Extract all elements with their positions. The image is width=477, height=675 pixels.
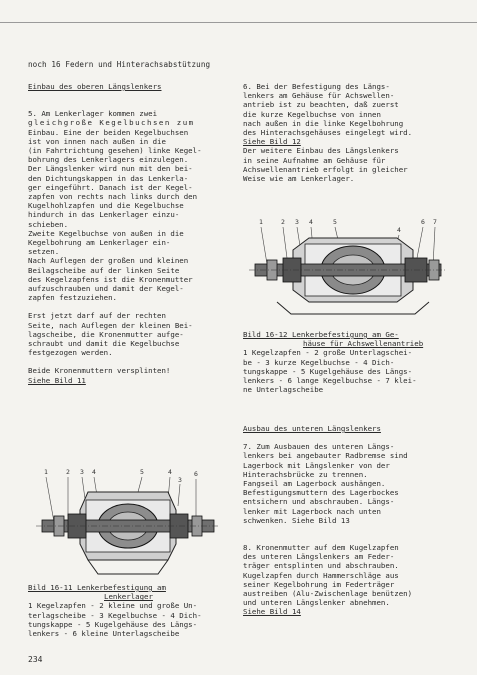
- text-line: des Kegelzapfens ist die Kronenmutter: [28, 274, 193, 284]
- text-line: schieben.: [28, 219, 69, 229]
- right-column: [243, 82, 458, 183]
- caption-title-line: Lenkerlager: [104, 592, 153, 602]
- text-line: Fangseil am Lagerbock aushängen.: [243, 479, 386, 489]
- text-line: Kugelhohlzapfen und die Kegelbuchse: [28, 201, 184, 211]
- text-line: Beilagscheibe auf der linken Seite: [28, 265, 180, 275]
- text-line: Kegelbohrung am Lenkerlager ein-: [28, 238, 171, 248]
- caption-line: tungskappe - 5 Kugelgehäuse des Längs-: [243, 366, 413, 376]
- caption-line: lenkers - 6 kleine Unterlagscheibe: [28, 629, 180, 639]
- text-line: antrieb ist zu beachten, daß zuerst: [243, 100, 399, 110]
- text-line: ist von innen nach außen in die: [28, 136, 166, 146]
- paragraph-8: [243, 543, 412, 617]
- left-column: [28, 82, 233, 385]
- text-line: den Dichtungskappen in das Lenkerla-: [28, 173, 189, 183]
- caption-line: terlagscheibe - 3 Kegelbuchse - 4 Dich-: [28, 610, 202, 620]
- page-header: noch 16 Federn und Hinterachsabstützung: [28, 60, 211, 69]
- text-line: Weise wie am Lenkerlager.: [243, 174, 355, 184]
- bearing-drawing-11: [28, 462, 228, 582]
- figure-reference-11: Siehe Bild 11: [28, 375, 86, 385]
- section-heading-ausbau: Ausbau des unteren Längslenkers: [243, 424, 381, 433]
- fig-label: 1: [44, 468, 48, 476]
- fig-label: 6: [421, 218, 425, 226]
- fig-label: 4: [309, 218, 313, 226]
- text-line: austreiben (Alu-Zwischenlage benützen): [243, 589, 413, 599]
- text-line: seiner Kegelbohrung im Federträger: [243, 579, 395, 589]
- figure-reference-12: Siehe Bild 12: [243, 137, 301, 147]
- text-line: lenkers bei angebauter Radbremse sind: [243, 451, 408, 461]
- caption-line: tungskappe - 5 Kugelgehäuse des Längs-: [28, 619, 198, 629]
- text-line: Lagerbock mit Längslenker von der: [243, 460, 390, 470]
- fig-label: 6: [194, 470, 198, 478]
- text-line: setzen.: [28, 247, 60, 257]
- fig-label: 5: [140, 468, 144, 476]
- text-line: Erst jetzt darf auf der rechten: [28, 311, 166, 321]
- paragraph-erst-jetzt: [28, 311, 233, 357]
- paragraph-versplinten: [28, 366, 233, 384]
- text-line: bohrung des Lenkerlagers einzulegen.: [28, 155, 189, 165]
- caption-line: 1 Kegelzapfen - 2 kleine und große Un-: [28, 601, 198, 611]
- fig-label: 3: [80, 468, 84, 476]
- text-line: Einbau. Eine der beiden Kegelbuchsen: [28, 127, 189, 137]
- caption-line: 1 Kegelzapfen - 2 große Unterlagschei-: [243, 348, 413, 358]
- fig-label: 7: [433, 218, 437, 226]
- text-line: 7. Zum Ausbauen des unteren Längs-: [243, 442, 395, 452]
- text-line: des Hinterachsgehäuses eingelegt wird.: [243, 128, 413, 138]
- fig-label: 2: [66, 468, 70, 476]
- fig-label: 3: [295, 218, 299, 226]
- text-line: lagscheibe, die Kronenmutter aufge-: [28, 329, 184, 339]
- text-line: Hinterachsbrücke zu trennen.: [243, 469, 368, 479]
- paragraph-7: [243, 442, 412, 525]
- text-line: lenkers am Gehäuse für Achswellen-: [243, 91, 395, 101]
- text-line: hindurch in das Lenkerlager einzu-: [28, 210, 180, 220]
- fig-label: 2: [281, 218, 285, 226]
- figure-reference-14: Siehe Bild 14: [243, 607, 301, 617]
- section-heading-einbau: Einbau des oberen Längslenkers: [28, 82, 162, 91]
- text-line: zapfen von rechts nach links durch den: [28, 192, 198, 202]
- fig-label: 4: [168, 468, 172, 476]
- caption-title-line: häuse für Achswellenantrieb: [303, 339, 424, 349]
- text-line: und unteren Längslenker abnehmen.: [243, 598, 390, 608]
- text-line: nach außen in die linke Kegelbohrung: [243, 118, 404, 128]
- figure-16-11: [28, 462, 228, 582]
- text-line: (in Fahrtrichtung gesehen) linke Kegel-: [28, 146, 202, 156]
- fig-label: 3: [178, 476, 182, 484]
- text-line: lenker mit Lagerbock nach unten: [243, 506, 381, 516]
- text-line: des unteren Längslenkers am Feder-: [243, 552, 395, 562]
- fig-label: 4: [397, 226, 401, 234]
- figure-16-12: [247, 214, 447, 322]
- text-line: in seine Aufnahme am Gehäuse für: [243, 155, 386, 165]
- text-line: festgezogen werden.: [28, 348, 113, 358]
- caption-title-line: Bild 16-11 Lenkerbefestigung am: [28, 583, 166, 592]
- bearing-drawing-12: [247, 214, 447, 322]
- text-line: Beide Kronenmuttern versplinten!: [28, 366, 171, 376]
- fig-label: 1: [259, 218, 263, 226]
- text-line: Zweite Kegelbuchse von außen in die: [28, 228, 184, 238]
- fig-label: 5: [333, 218, 337, 226]
- text-line: schraubt und damit die Kegelbuchse: [28, 339, 180, 349]
- text-line: 6. Bei der Befestigung des Längs-: [243, 82, 390, 91]
- text-line: Kugelzapfen durch Hammerschläge aus: [243, 570, 399, 580]
- text-line: Achswellenantrieb erfolgt in gleicher: [243, 164, 408, 174]
- text-line: ger eingeführt. Danach ist der Kegel-: [28, 182, 193, 192]
- caption-16-11: [28, 583, 202, 638]
- text-line: Der weitere Einbau des Längslenkers: [243, 146, 399, 156]
- top-rule: [0, 22, 477, 23]
- caption-line: lenkers - 6 lange Kegelbuchse - 7 klei-: [243, 376, 417, 386]
- text-line: Befestigungsmuttern des Lagerbockes: [243, 488, 399, 498]
- text-line: Der Längslenker wird nun mit den bei-: [28, 164, 193, 174]
- text-line: die kurze Kegelbuchse von innen: [243, 109, 381, 119]
- text-line: entsichern und abschrauben. Längs-: [243, 497, 395, 507]
- text-line: 5. Am Lenkerlager kommen zwei: [28, 109, 158, 119]
- text-line: Nach Auflegen der großen und kleinen: [28, 256, 189, 266]
- right-column-lower: [243, 424, 412, 617]
- fig-label: 4: [92, 468, 96, 476]
- caption-line: be - 3 kurze Kegelbuchse - 4 Dich-: [243, 357, 395, 367]
- text-line: zapfen festzuziehen.: [28, 293, 117, 303]
- text-line: 8. Kronenmutter auf dem Kugelzapfen: [243, 543, 399, 553]
- text-line: aufzuschrauben und damit der Kegel-: [28, 284, 184, 294]
- paragraph-5: [28, 109, 233, 302]
- text-line: schwenken. Siehe Bild 13: [243, 515, 350, 525]
- text-line: träger entsplinten und abschrauben.: [243, 561, 399, 571]
- text-line: Seite, nach Auflegen der kleinen Bei-: [28, 320, 193, 330]
- text-line: gleichgroße Kegelbuchsen zum: [28, 118, 195, 128]
- caption-16-12: [243, 330, 423, 394]
- page-number: 234: [28, 655, 43, 664]
- caption-line: ne Unterlagscheibe: [243, 385, 324, 395]
- caption-title-line: Bild 16-12 Lenkerbefestigung am Ge-: [243, 330, 399, 339]
